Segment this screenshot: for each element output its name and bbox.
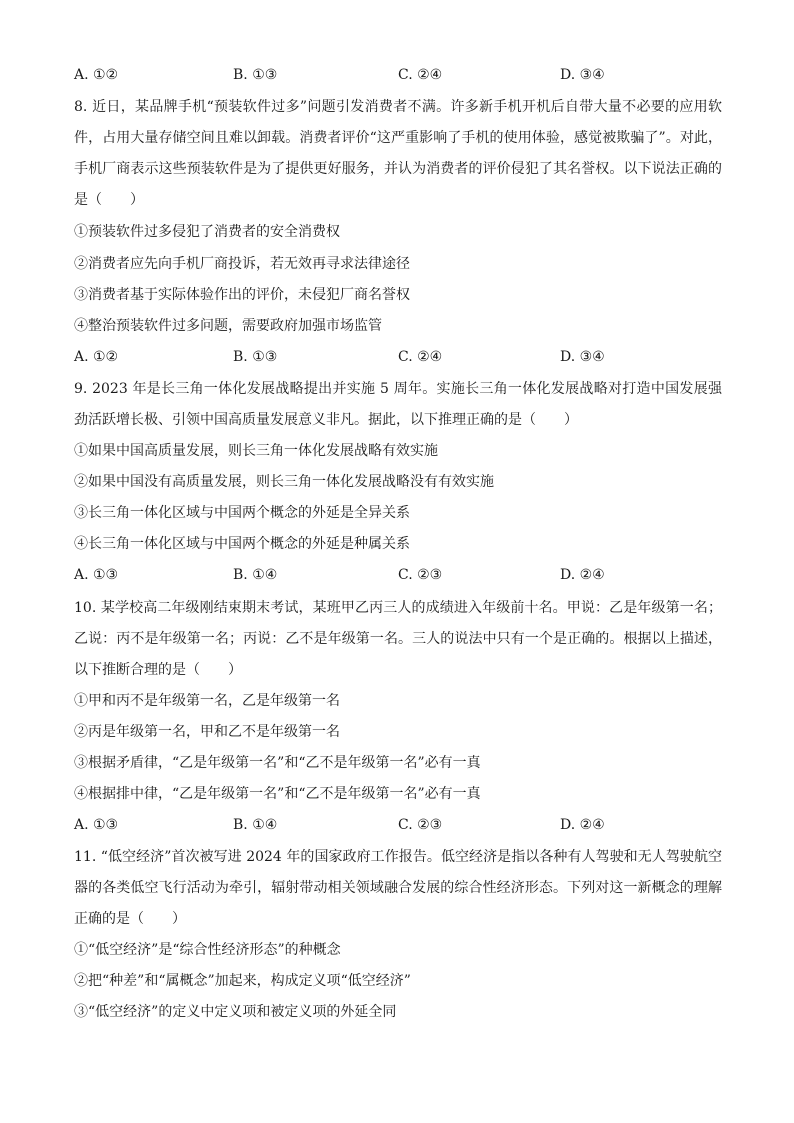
q11-statement-2: ②把“种差”和“属概念”加起来，构成定义项“低空经济”	[74, 973, 411, 989]
q11-stem: 11. “低空经济”首次被写进 2024 年的国家政府工作报告。低空经济是指以各种有人驾驶和无人驾驶航空器的各类低空飞行活动为牵引，辐射带动相关领域融合发展的综合性经济形态。下列对这一新概念的理解正确的是（ ）	[74, 849, 722, 927]
q9-statement-4: ④长三角一体化区域与中国两个概念的外延是种属关系	[74, 536, 410, 552]
q9-statement-1: ①如果中国高质量发展，则长三角一体化发展战略有效实施	[74, 443, 438, 459]
q9-statement-3: ③长三角一体化区域与中国两个概念的外延是全异关系	[74, 505, 410, 521]
q9-statement-2: ②如果中国没有高质量发展，则长三角一体化发展战略没有有效实施	[74, 474, 494, 490]
q8-statement-2: ②消费者应先向手机厂商投诉，若无效再寻求法律途径	[74, 256, 410, 272]
q10-statement-2: ②丙是年级第一名，甲和乙不是年级第一名	[74, 724, 340, 740]
option-b[interactable]: B. ①③	[233, 67, 278, 83]
option-d[interactable]: D. ③④	[560, 67, 605, 83]
q7-options	[74, 65, 724, 85]
q11-statement-1: ①“低空经济”是“综合性经济形态”的种概念	[74, 942, 341, 958]
option-c[interactable]: C. ②③	[398, 817, 443, 833]
q10-statement-3: ③根据矛盾律，“乙是年级第一名”和“乙不是年级第一名”必有一真	[74, 755, 481, 771]
option-d[interactable]: D. ②④	[560, 567, 605, 583]
option-c[interactable]: C. ②④	[398, 67, 443, 83]
option-b[interactable]: B. ①③	[233, 349, 278, 365]
option-d[interactable]: D. ③④	[560, 349, 605, 365]
q10-options	[74, 815, 724, 835]
option-a[interactable]: A. ①②	[74, 349, 119, 365]
option-a[interactable]: A. ①③	[74, 817, 119, 833]
q8-stem: 8. 近日，某品牌手机“预装软件过多”问题引发消费者不满。许多新手机开机后自带大量不必要的应用软件，占用大量存储空间且难以卸载。消费者评价“这严重影响了手机的使用体验，感觉被欺骗了”。对此，手机厂商表示这些预装软件是为了提供更好服务，并认为消费者的评价侵犯了其名誉权。以下说法正确的是（ ）	[74, 99, 722, 208]
q11-statement-3: ③“低空经济”的定义中定义项和被定义项的外延全同	[74, 1004, 397, 1020]
option-d[interactable]: D. ②④	[560, 817, 605, 833]
option-a[interactable]: A. ①③	[74, 567, 119, 583]
option-b[interactable]: B. ①④	[233, 817, 278, 833]
option-c[interactable]: C. ②③	[398, 567, 443, 583]
option-b[interactable]: B. ①④	[233, 567, 278, 583]
q9-options	[74, 565, 724, 585]
option-c[interactable]: C. ②④	[398, 349, 443, 365]
q10-statement-1: ①甲和丙不是年级第一名，乙是年级第一名	[74, 693, 340, 709]
q10-stem: 10. 某学校高二年级刚结束期末考试，某班甲乙丙三人的成绩进入年级前十名。甲说：乙是年级第一名；乙说：丙不是年级第一名；丙说：乙不是年级第一名。三人的说法中只有一个是正确的。根据以上描述，以下推断合理的是（ ）	[74, 600, 722, 678]
q10-statement-4: ④根据排中律，“乙是年级第一名”和“乙不是年级第一名”必有一真	[74, 786, 481, 802]
q8-statement-4: ④整治预装软件过多问题，需要政府加强市场监管	[74, 318, 382, 334]
q8-statement-1: ①预装软件过多侵犯了消费者的安全消费权	[74, 224, 340, 240]
q9-stem: 9. 2023 年是长三角一体化发展战略提出并实施 5 周年。实施长三角一体化发展战略对打造中国发展强劲活跃增长极、引领中国高质量发展意义非凡。据此，以下推理正确的是（ ）	[74, 381, 722, 428]
option-a[interactable]: A. ①②	[74, 67, 119, 83]
q8-options	[74, 347, 724, 367]
q8-statement-3: ③消费者基于实际体验作出的评价，未侵犯厂商名誉权	[74, 287, 410, 303]
